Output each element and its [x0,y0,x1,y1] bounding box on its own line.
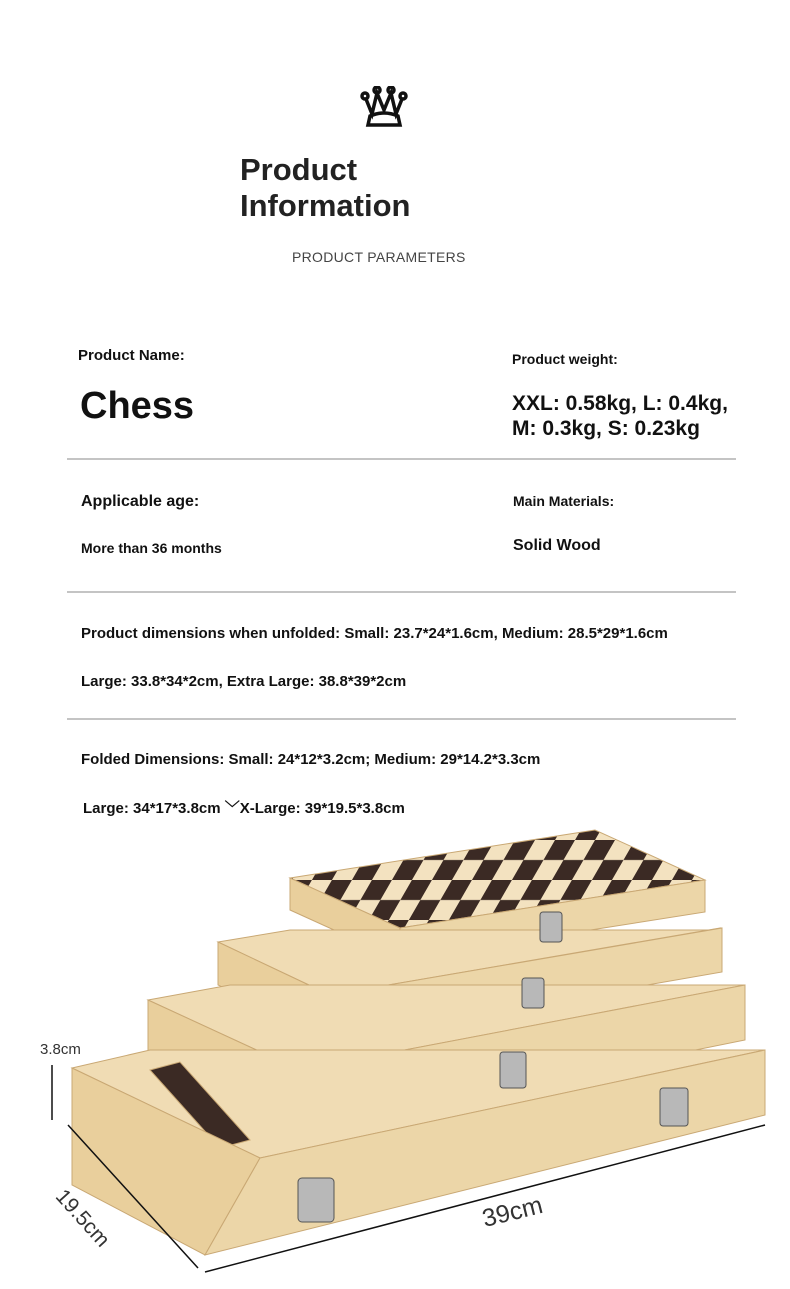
material-value: Solid Wood [513,537,601,554]
name-label: Product Name: [78,347,185,364]
name-value: Chess [80,385,195,427]
chess-boxes-image [0,820,790,1289]
page-title: Product Information [240,152,411,223]
height-label: 3.8cm [40,1041,81,1058]
age-value: More than 36 months [81,540,222,556]
weight-value: XXL: 0.58kg, L: 0.4kg, M: 0.3kg, S: 0.23kg [512,392,728,440]
divider [67,718,736,720]
page-subtitle: PRODUCT PARAMETERS [292,249,466,265]
folded-dimensions-line2: Large: 34*17*3.8cm ﹀X-Large: 39*19.5*3.8cm [83,800,405,817]
material-label: Main Materials: [513,493,615,509]
divider [67,591,736,593]
width-label: 39cm [479,1191,546,1233]
folded-dimensions-line1: Folded Dimensions: Small: 24*12*3.2cm; Medium: 29*14.2*3.3cm [81,751,541,768]
age-label: Applicable age: [81,493,200,510]
divider [67,458,736,460]
weight-label: Product weight: [512,351,618,367]
unfolded-dimensions-line2: Large: 33.8*34*2cm, Extra Large: 38.8*39*2cm [81,673,407,690]
depth-label: 19.5cm [50,1185,115,1252]
crown-icon [360,86,408,128]
unfolded-dimensions-line1: Product dimensions when unfolded: Small: 23.7*24*1.6cm, Medium: 28.5*29*1.6cm [81,625,668,642]
